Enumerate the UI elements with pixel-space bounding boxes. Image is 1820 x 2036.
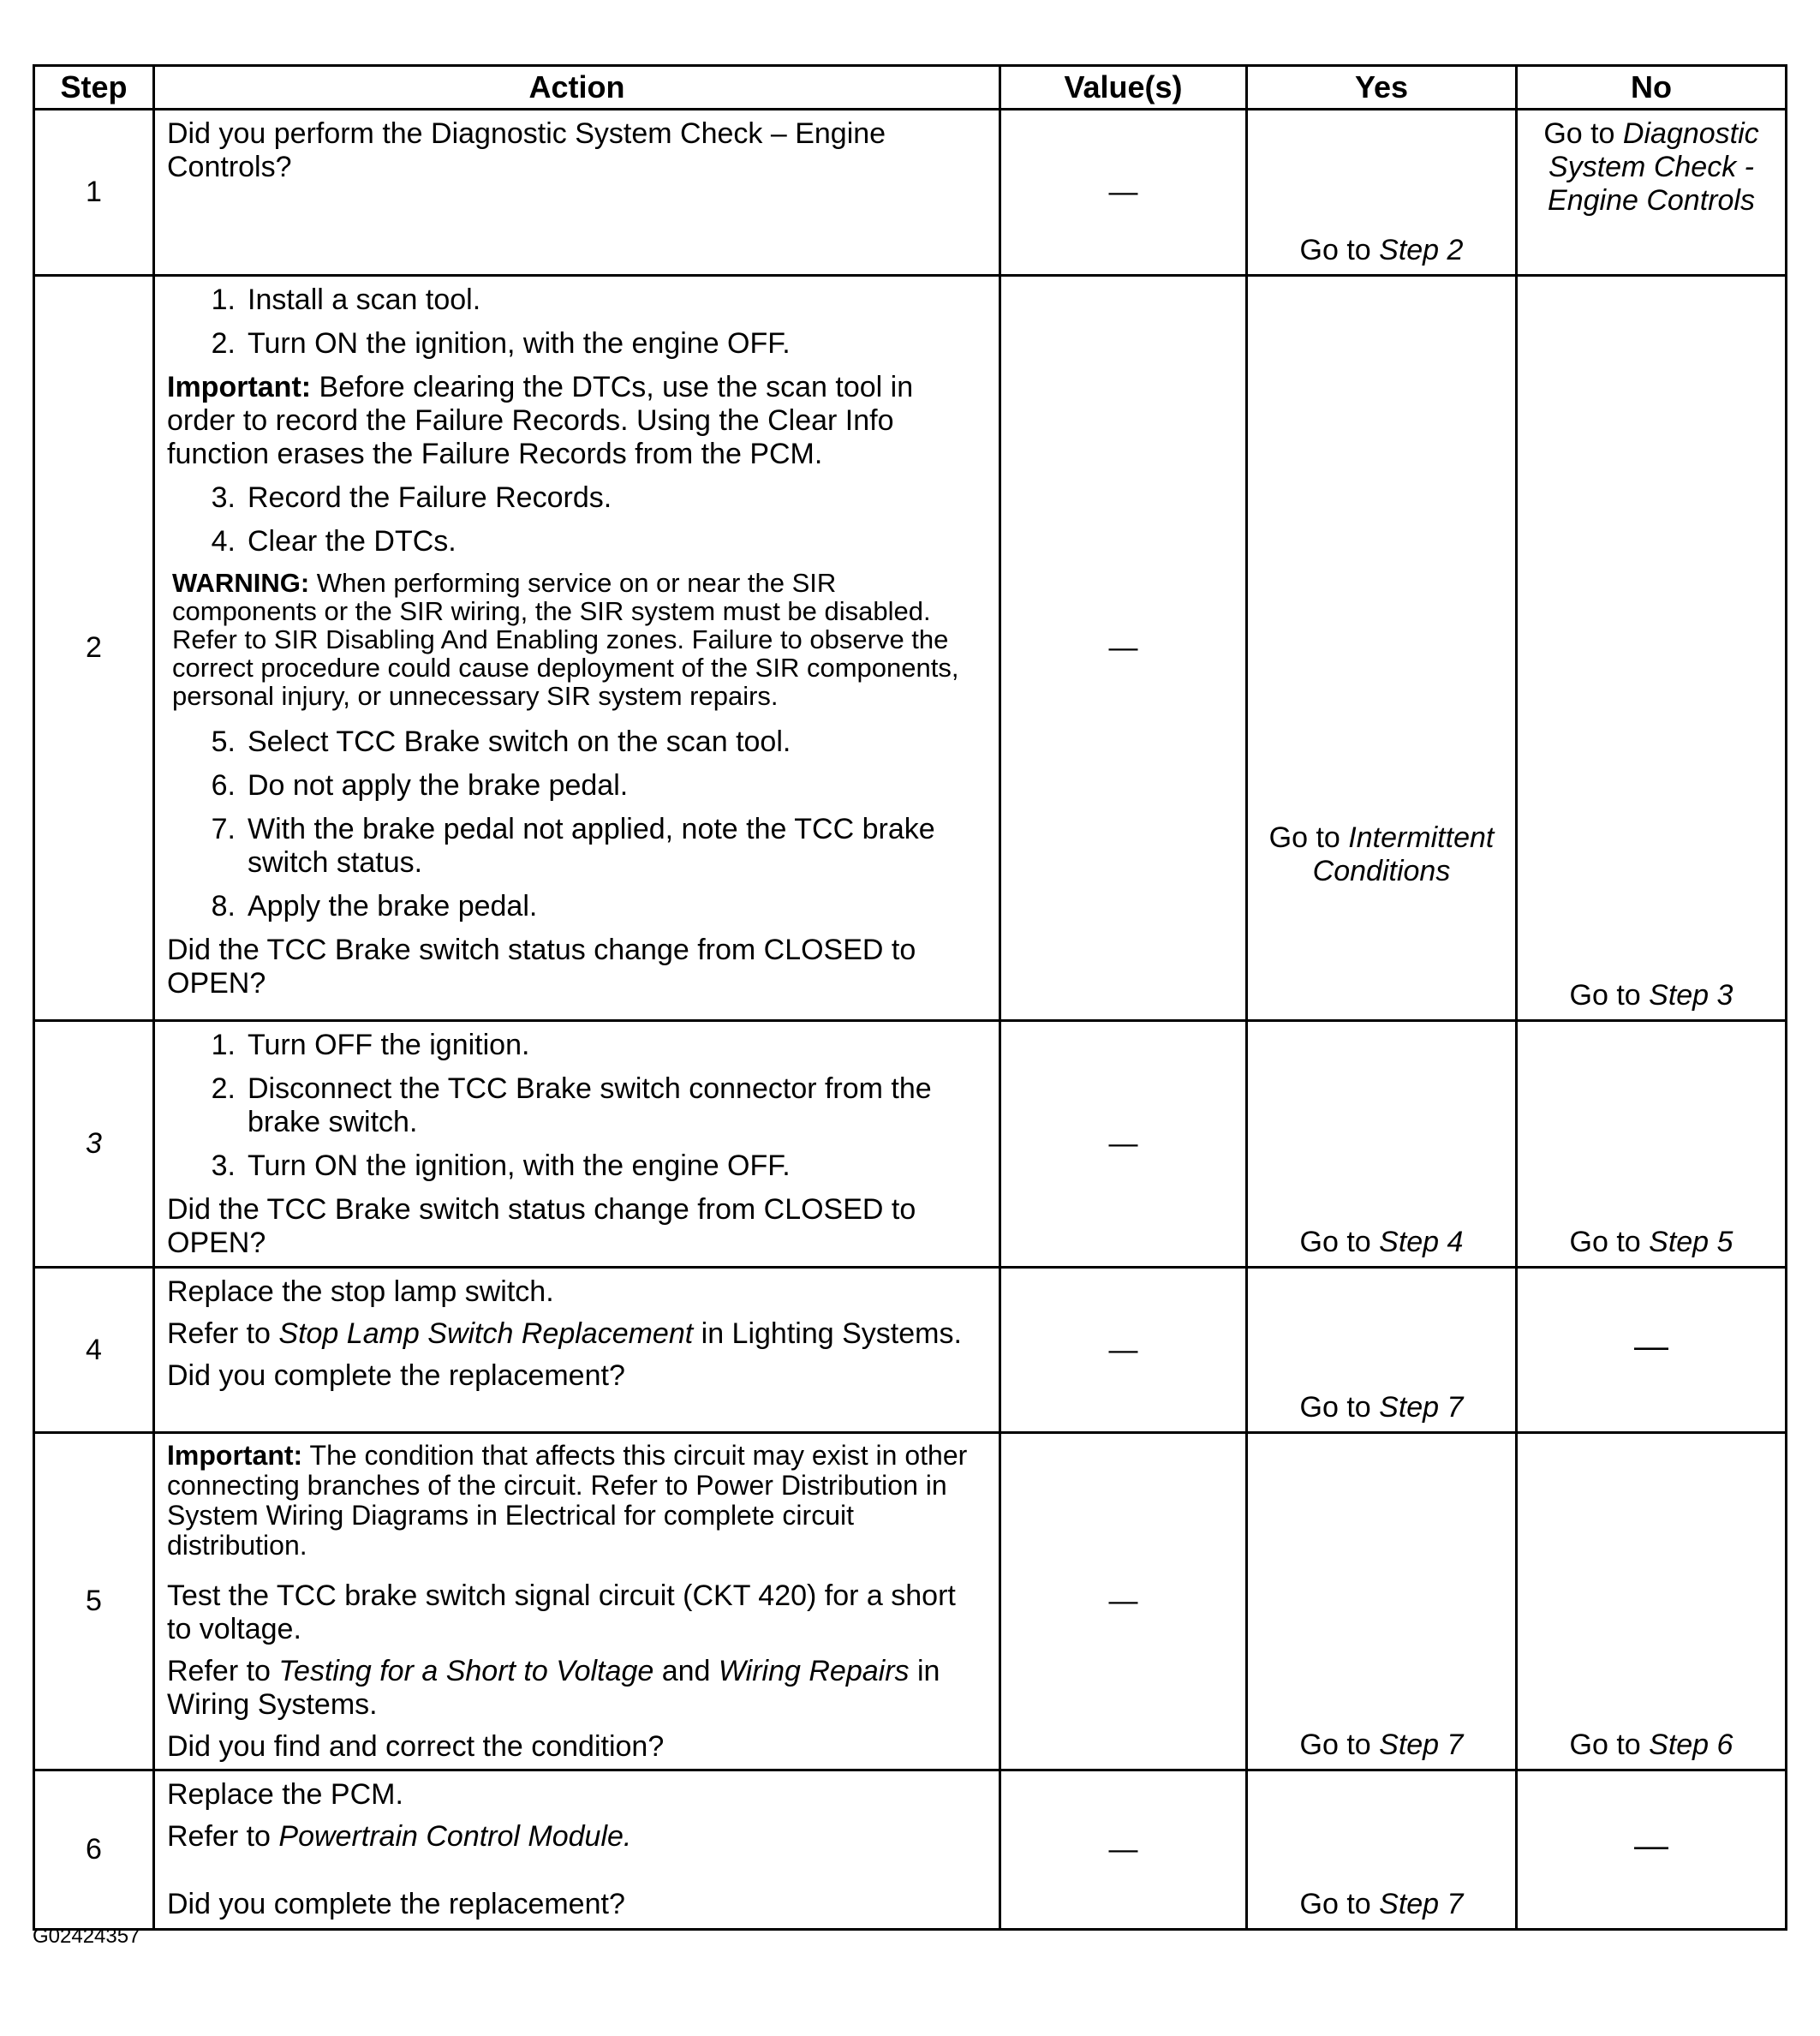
table-row-step-2 [34,276,1787,1021]
header-action: Action [154,66,1000,110]
yes-cell [1247,1268,1517,1433]
action-cell [154,276,1000,1021]
action-cell [154,110,1000,276]
yes-prefix: Go to [1299,1888,1380,1920]
step-number: 3 [34,1021,154,1268]
warning-note: WARNING: When performing service on or near the SIR components or the SIR wiring, the SIR system must be disabled. Refer to SIR Disabling And Enabling zones. Failure to observe the correct procedure could cause deployment of the SIR components, personal injury, or unnecessary SIR system repairs. [172,568,959,711]
list-item: 8. Apply the brake pedal. [211,890,538,922]
yes-link[interactable]: Step 2 [1379,234,1464,266]
yes-link[interactable]: Step 7 [1379,1391,1464,1424]
list-item: 2. Turn ON the ignition, with the engine OFF. [211,327,791,360]
list-item: 5. Select TCC Brake switch on the scan tool. [211,725,791,758]
step-number: 2 [34,276,154,1021]
yes-prefix: Go to [1299,1391,1380,1424]
no-cell: — [1517,1770,1787,1930]
list-item: 2. Disconnect the TCC Brake switch connector from the brake switch. [211,1072,932,1138]
action-cell [154,1433,1000,1770]
no-link[interactable]: Step 3 [1649,979,1733,1012]
action-question: Did the TCC Brake switch status change from CLOSED to OPEN? [167,1193,916,1259]
header-row [34,66,1787,110]
action-text: Test the TCC brake switch signal circuit (CKT 420) for a short to voltage. [167,1579,956,1645]
no-cell [1517,110,1787,276]
action-question: Did you complete the replacement? [167,1359,625,1392]
no-cell [1517,276,1787,1021]
action-refer: Refer to Stop Lamp Switch Replacement in Lighting Systems. [167,1317,962,1350]
yes-link[interactable]: Step 4 [1379,1226,1464,1258]
value-cell: — [1000,1268,1247,1433]
value-cell: — [1000,1770,1247,1930]
step-number: 4 [34,1268,154,1433]
value-cell: — [1000,1433,1247,1770]
list-item: 3. Record the Failure Records. [211,481,612,514]
no-link[interactable]: Step 5 [1649,1226,1733,1258]
yes-link[interactable]: Intermittent Conditions [1312,821,1495,887]
action-cell [154,1770,1000,1930]
important-note: Important: The condition that affects this circuit may exist in other connecting branches of the circuit. Refer to Power Distribution in System Wiring Diagrams in Electrical for complete circuit distribution. [167,1440,968,1561]
no-prefix: Go to [1569,1729,1650,1761]
no-prefix: Go to [1569,1226,1650,1258]
list-item: 1. Install a scan tool. [211,284,481,316]
list-item: 1. Turn OFF the ignition. [211,1029,530,1061]
yes-prefix: Go to [1299,1729,1380,1761]
value-cell: — [1000,1021,1247,1268]
refer-link[interactable]: Testing for a Short to Voltage [278,1655,654,1687]
header-yes: Yes [1247,66,1517,110]
table-row-step-5 [34,1433,1787,1770]
no-prefix: Go to [1543,117,1623,150]
action-question: Did the TCC Brake switch status change from CLOSED to OPEN? [167,934,916,1000]
no-link[interactable]: Diagnostic System Check - Engine Controls [1548,117,1759,217]
yes-cell [1247,276,1517,1021]
yes-prefix: Go to [1299,234,1380,266]
action-question: Did you perform the Diagnostic System Check – Engine Controls? [167,117,886,183]
step-number: 1 [34,110,154,276]
header-values: Value(s) [1000,66,1247,110]
no-cell [1517,1433,1787,1770]
header-no: No [1517,66,1787,110]
yes-cell [1247,110,1517,276]
table-row-step-4 [34,1268,1787,1433]
yes-cell [1247,1021,1517,1268]
action-text: Replace the stop lamp switch. [167,1275,554,1308]
refer-link[interactable]: Wiring Repairs [718,1655,910,1687]
diagnostic-table-sheet [33,64,1785,1931]
yes-cell [1247,1433,1517,1770]
yes-link[interactable]: Step 7 [1379,1729,1464,1761]
list-item: 6. Do not apply the brake pedal. [211,769,629,802]
no-link[interactable]: Step 6 [1649,1729,1733,1761]
no-cell: — [1517,1268,1787,1433]
step-number: 6 [34,1770,154,1930]
action-cell [154,1021,1000,1268]
action-refer: Refer to Testing for a Short to Voltage and Wiring Repairs in Wiring Systems. [167,1655,940,1721]
no-prefix: Go to [1569,979,1650,1012]
list-item: 4. Clear the DTCs. [211,525,456,558]
table-row-step-6 [34,1770,1787,1930]
refer-link[interactable]: Powertrain Control Module. [278,1820,632,1853]
yes-link[interactable]: Step 7 [1379,1888,1464,1920]
action-text: Replace the PCM. [167,1778,403,1811]
no-cell [1517,1021,1787,1268]
action-refer: Refer to Powertrain Control Module. [167,1820,632,1853]
yes-prefix: Go to [1268,821,1349,854]
diagnostic-table [33,64,1787,1931]
refer-link[interactable]: Stop Lamp Switch Replacement [278,1317,694,1350]
value-cell: — [1000,110,1247,276]
action-question: Did you find and correct the condition? [167,1730,665,1763]
list-item: 7. With the brake pedal not applied, note the TCC brake switch status. [211,813,935,879]
value-cell: — [1000,276,1247,1021]
action-question: Did you complete the replacement? [167,1888,625,1920]
figure-id: G02424357 [33,1925,140,1948]
header-step: Step [34,66,154,110]
important-note: Important: Before clearing the DTCs, use the scan tool in order to record the Failure Records. Using the Clear Info function erases the Failure Records from the PCM. [167,371,914,470]
yes-cell [1247,1770,1517,1930]
table-row-step-3 [34,1021,1787,1268]
table-row-step-1 [34,110,1787,276]
yes-prefix: Go to [1299,1226,1380,1258]
action-cell [154,1268,1000,1433]
step-number: 5 [34,1433,154,1770]
list-item: 3. Turn ON the ignition, with the engine OFF. [211,1149,791,1182]
